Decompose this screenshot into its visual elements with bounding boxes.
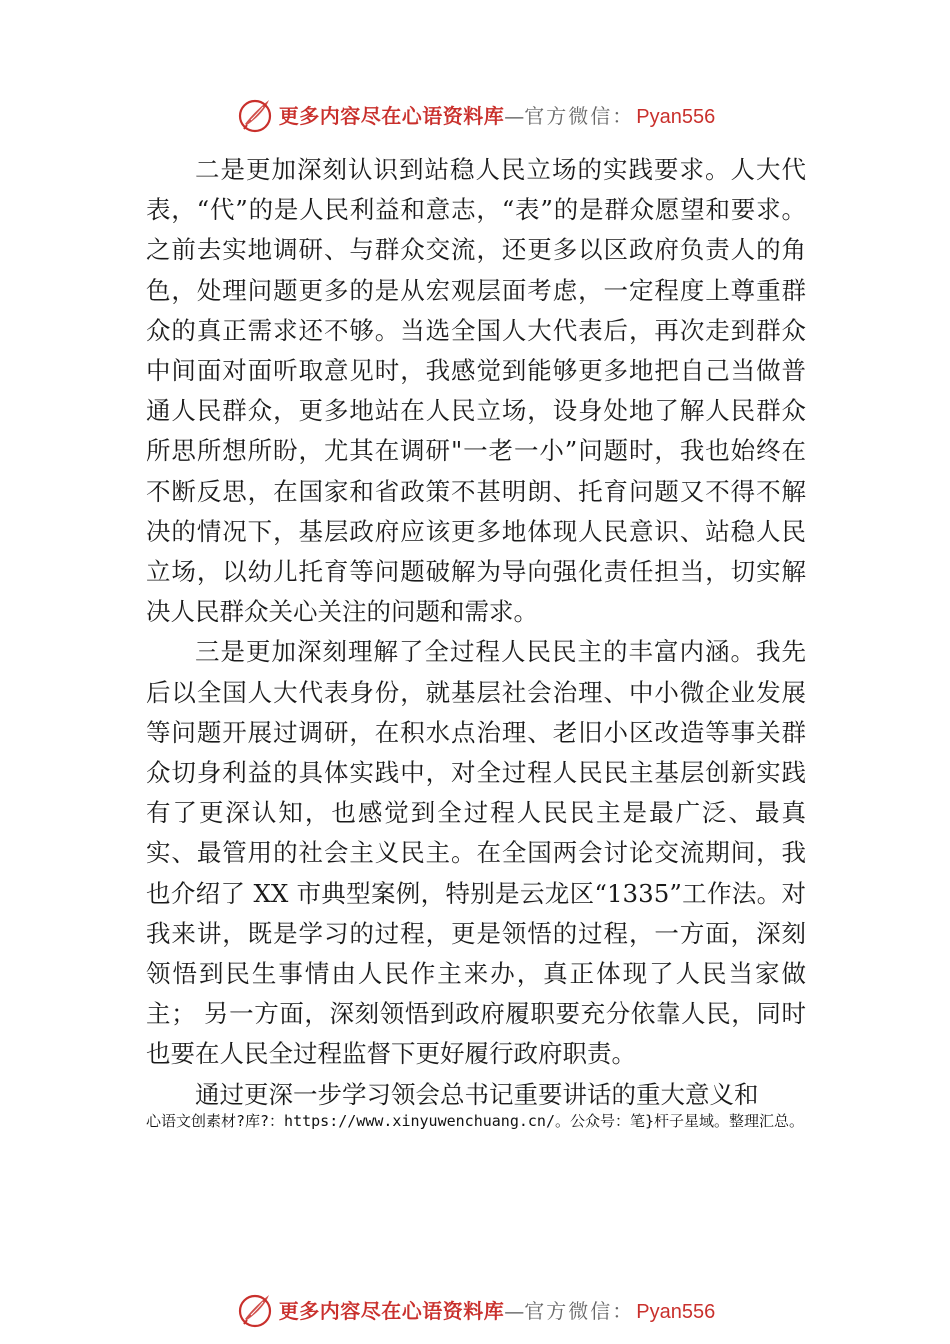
footer-banner-text <box>279 1295 715 1324</box>
paragraph-2: 三是更加深刻理解了全过程人民民主的丰富内涵。我先后以全国人大代表身份，就基层社会治理、中小微企业发展等问题开展过调研，在积水点治理、老旧小区改造等事关群众切身利益的具体实践中，对全过程人民民主基层创新实践有了更深认知，也感觉到全过程人民民主是最广泛、最真实、最管用的社会主义民主。在全国两会讨论交流期间，我也介绍了 XX 市典型案例，特别是云龙区“1335”工作法。对我来讲，既是学习的过程，更是领悟的过程，一方面，深刻领悟到民生事情由人民作主来办，真正体现了人民当家做主； 另一方面，深刻领悟到政府履职要充分依靠人民，同时也要在人民全过程监督下更好履行政府职责。 <box>146 637 806 1069</box>
header-separator: — <box>504 103 525 128</box>
footer-banner <box>0 1287 950 1331</box>
paragraph-1: 二是更加深刻认识到站稳人民立场的实践要求。人大代表，“代”的是人民利益和意志，“表”的是群众愿望和要求。之前去实地调研、与群众交流，还更多以区政府负责人的角色，处理问题更多的是从宏观层面考虑，一定程度上尊重群众的真正需求还不够。当选全国人大代表后，再次走到群众中间面对面听取意见时，我感觉到能够更多地把自己当做普通人民群众，更多地站在人民立场，设身处地了解人民群众所思所想所盼，尤其在调研"一老一小”问题时，我也始终在不断反思，在国家和省政策不甚明朗、托育问题又不得不解决的情况下，基层政府应该更多地体现人民意识、站稳人民立场，以幼儿托育等问题破解为导向强化责任担当，切实解决人民群众关心关注的问题和需求。 <box>146 155 806 627</box>
footer-account: Pyan556 <box>636 1300 716 1323</box>
header-label: 官方微信： <box>524 103 635 128</box>
footer-brand: 更多内容尽在心语资料库 <box>278 1298 505 1323</box>
quill-pen-logo-icon <box>235 94 275 134</box>
header-banner-text <box>279 100 715 129</box>
footer-label: 官方微信： <box>524 1298 635 1323</box>
header-banner <box>0 92 950 136</box>
document-body <box>146 150 806 1115</box>
paragraph-3: 通过更深一步学习领会总书记重要讲话的重大意义和 <box>195 1079 759 1109</box>
footer-separator: — <box>504 1298 525 1323</box>
header-account: Pyan556 <box>636 105 716 128</box>
header-brand: 更多内容尽在心语资料库 <box>278 103 505 128</box>
quill-pen-logo-icon <box>235 1289 275 1329</box>
source-note: 心语文创素材?库?：https://www.xinyuwenchuang.cn/。公众号：笔}杆子星域。整理汇总。 <box>145 1112 805 1130</box>
